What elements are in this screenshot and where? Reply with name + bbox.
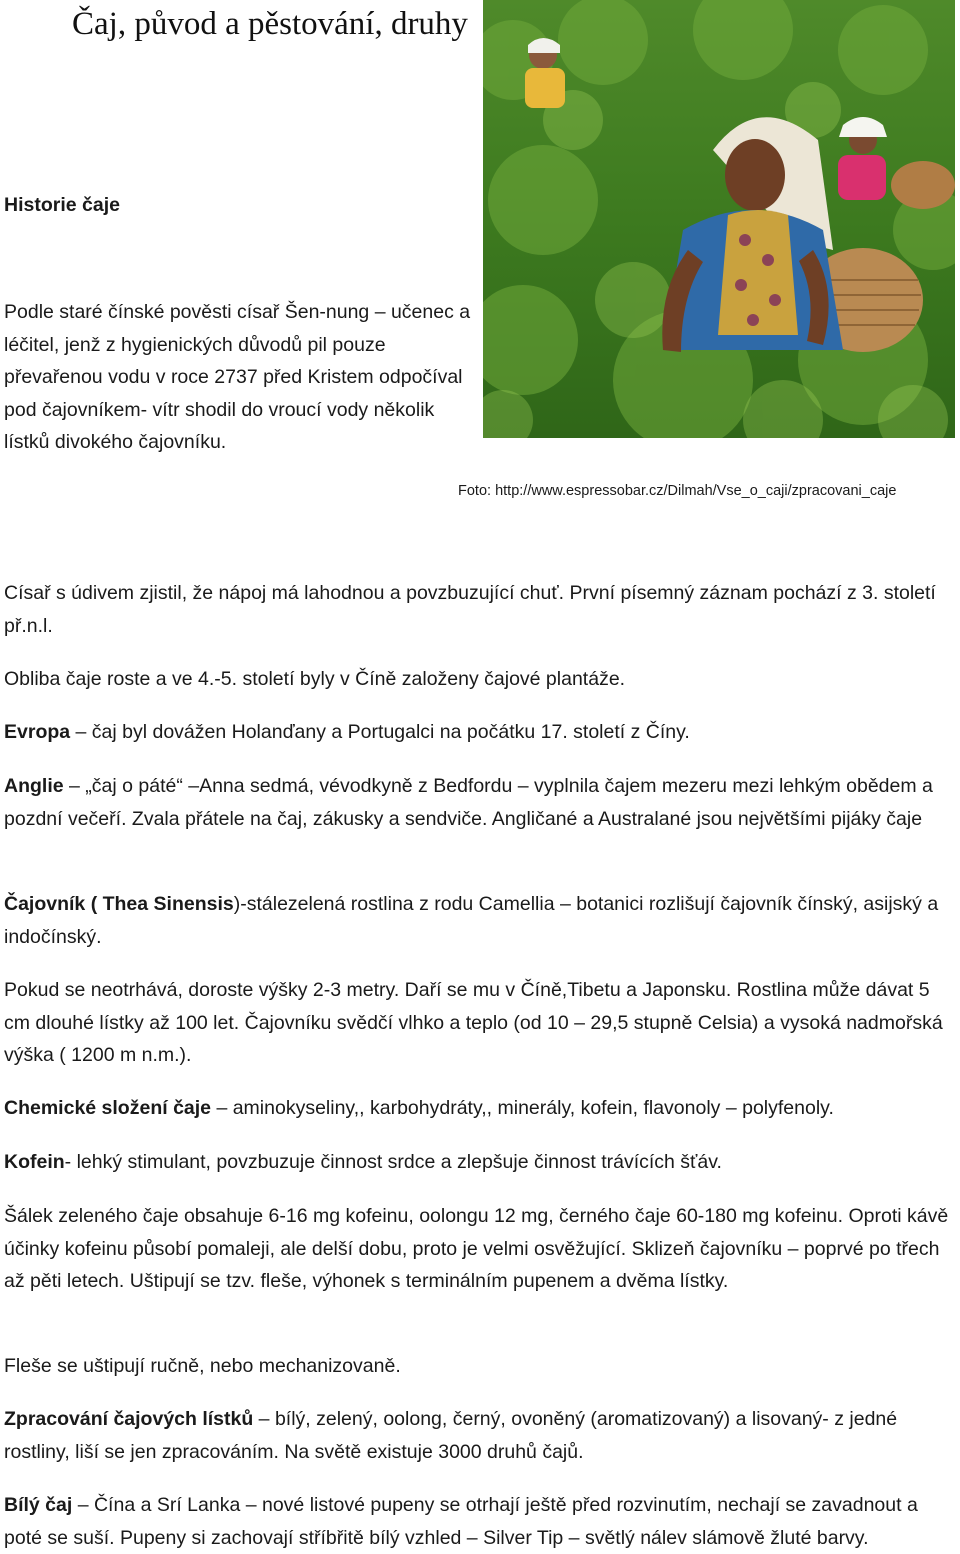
europe-label: Evropa	[4, 721, 71, 743]
plant-label: Čajovník ( Thea Sinensis	[4, 893, 234, 915]
caffeine-label: Kofein	[4, 1151, 65, 1173]
paragraph-popularity: Obliba čaje roste a ve 4.-5. století byly v Číně založeny čajové plantáže.	[4, 668, 626, 690]
tea-pickers-image	[483, 0, 955, 438]
processing-text: – bílý, zelený, oolong, černý, ovoněný (aromatizovaný) a lisovaný- z jedné rostliny, liší se jen zpracováním. Na světě existuje 3000 druhů čajů.	[4, 1408, 898, 1463]
paragraph-growth: Pokud se neotrhává, doroste výšky 2-3 metry. Daří se mu v Číně,Tibetu a Japonsku. Rostlina může dávat 5 cm dlouhé lístky až 100 let. Čajovníku svědčí vlhko a teplo (od 10 – 29,5 stupně Celsia) a vysoká nadmořská výška ( 1200 m n.m.).	[4, 979, 943, 1066]
section-heading: Historie čaje	[4, 194, 120, 216]
paragraph-emperor: Císař s údivem zjistil, že nápoj má lahodnou a povzbuzující chuť. První písemný záznam pochází z 3. století př.n.l.	[4, 582, 936, 637]
caffeine-text: - lehký stimulant, povzbuzuje činnost srdce a zlepšuje činnost trávících šťáv.	[64, 1151, 722, 1173]
paragraph-white-tea	[4, 1489, 954, 1554]
paragraph-plant	[4, 888, 954, 953]
europe-text: – čaj byl dovážen Holanďany a Portugalci na počátku 17. století z Číny.	[70, 721, 690, 743]
paragraph-cup: Šálek zeleného čaje obsahuje 6-16 mg kofeinu, oolongu 12 mg, černého čaje 60-180 mg kofeinu. Oproti kávě účinky kofeinu působí pomaleji, ale delší dobu, proto je velmi osvěžující. Sklizeň čajovníku – poprvé po třech až pěti letech. Uštipují se tzv. fleše, výhonek s terminálním pupenem a dvěma lístky.	[4, 1205, 949, 1292]
england-text: – „čaj o páté“ –Anna sedmá, vévodkyně z Bedfordu – vyplnila čajem mezeru mezi lehkým obědem a pozdní večeří. Zvala přátele na čaj, zákusky a sendviče. Angličané a Australané jsou největšími pijáky čaje	[4, 775, 933, 830]
chemistry-label: Chemické složení čaje	[4, 1097, 212, 1119]
plant-text: )-stálezelená rostlina z rodu Camellia – botanici rozlišují čajovník čínský, asijský a indočínský.	[4, 893, 939, 948]
photo-caption: Foto: http://www.espressobar.cz/Dilmah/Vse_o_caji/zpracovani_caje	[458, 483, 897, 499]
england-label: Anglie	[4, 775, 64, 797]
paragraph-chemistry	[4, 1092, 954, 1125]
white-tea-label: Bílý čaj	[4, 1494, 73, 1516]
paragraph-caffeine	[4, 1146, 954, 1179]
processing-label: Zpracování čajových lístků	[4, 1408, 254, 1430]
paragraph-europe	[4, 716, 954, 749]
chemistry-text: – aminokyseliny,, karbohydráty,, minerály, kofein, flavonoly – polyfenoly.	[211, 1097, 834, 1119]
paragraph-processing	[4, 1403, 954, 1468]
paragraph-england	[4, 770, 954, 835]
intro-paragraph: Podle staré čínské pověsti císař Šen-nung – učenec a léčitel, jenž z hygienických důvodů pil pouze převařenou vodu v roce 2737 před Kristem odpočíval pod čajovníkem- vítr shodil do vroucí vody několik lístků divokého čajovníku.	[4, 301, 471, 453]
white-tea-text: – Čína a Srí Lanka – nové listové pupeny se otrhají ještě před rozvinutím, nechají se zavadnout a poté se suší. Pupeny si zachovají stříbřitě bílý vzhled – Silver Tip – světlý nálev slámově žluté barvy.	[4, 1494, 918, 1549]
tea-pickers-photo	[483, 0, 955, 438]
paragraph-flushes: Fleše se uštipují ručně, nebo mechanizovaně.	[4, 1355, 401, 1377]
page-title: Čaj, původ a pěstování, druhy	[72, 6, 468, 42]
